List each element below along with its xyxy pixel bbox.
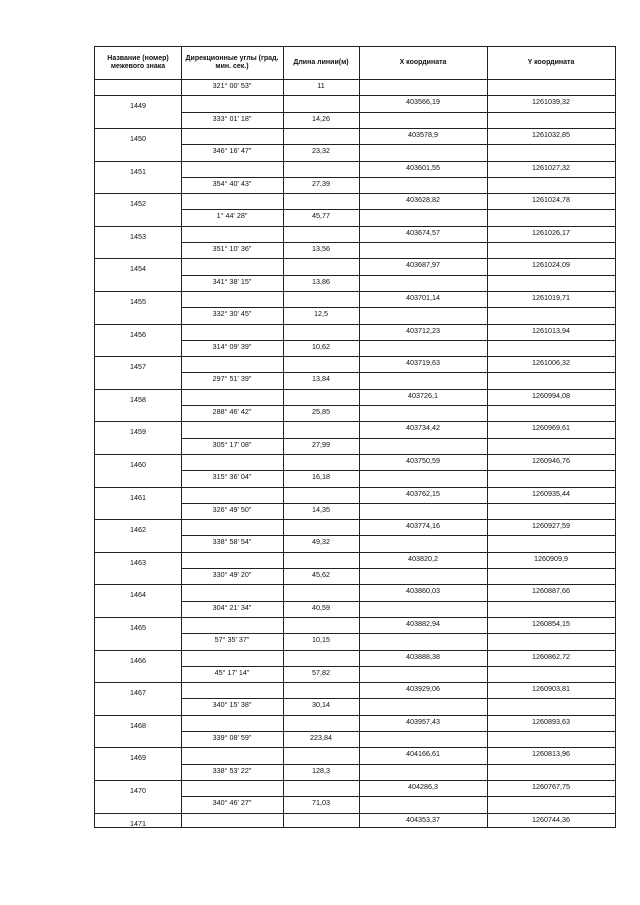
header-y: [487, 47, 615, 79]
y-coordinate-cell: 1261032,85: [532, 129, 570, 139]
table-row-divider: [95, 161, 615, 162]
table-row-divider: [359, 633, 615, 634]
point-name-cell: 1449: [130, 101, 146, 111]
table-row-divider: [359, 568, 615, 569]
x-coordinate-cell: 403687,97: [406, 260, 440, 270]
x-coordinate-cell: 403719,63: [406, 358, 440, 368]
length-cell: 14,35: [312, 504, 330, 514]
angle-cell: 332° 30' 45": [212, 309, 252, 319]
table-row-divider: [359, 177, 615, 178]
length-cell: 27,99: [312, 439, 330, 449]
y-coordinate-cell: 1261024,78: [532, 195, 570, 205]
angle-cell: 333° 01' 18": [212, 113, 252, 123]
x-coordinate-cell: 403762,15: [406, 488, 440, 498]
table-row-divider: [181, 535, 359, 536]
x-coordinate-cell: 403882,94: [406, 618, 440, 628]
coordinates-table: [94, 46, 616, 828]
table-row-divider: [95, 519, 615, 520]
table-row-divider: [181, 307, 359, 308]
y-coordinate-cell: 1261026,17: [532, 227, 570, 237]
table-row-divider: [95, 813, 615, 814]
table-row-divider: [359, 112, 615, 113]
point-name-cell: 1471: [130, 818, 146, 828]
table-row-divider: [181, 568, 359, 569]
y-coordinate-cell: 1260813,96: [532, 749, 570, 759]
point-name-cell: 1462: [130, 525, 146, 535]
point-name-cell: 1465: [130, 622, 146, 632]
point-name-cell: 1458: [130, 394, 146, 404]
y-coordinate-cell: 1260767,75: [532, 781, 570, 791]
length-cell: 45,77: [312, 211, 330, 221]
table-row-divider: [95, 226, 615, 227]
table-row-divider: [95, 650, 615, 651]
point-name-cell: 1456: [130, 329, 146, 339]
table-row-divider: [95, 454, 615, 455]
angle-cell: 340° 15' 38": [212, 700, 252, 710]
x-coordinate-cell: 403888,38: [406, 651, 440, 661]
angle-cell: 338° 53' 22": [212, 765, 252, 775]
length-cell: 71,03: [312, 798, 330, 808]
x-coordinate-cell: 403726,1: [408, 390, 438, 400]
x-coordinate-cell: 403929,06: [406, 684, 440, 694]
y-coordinate-cell: 1260903,81: [532, 684, 570, 694]
length-cell: 30,14: [312, 700, 330, 710]
x-coordinate-cell: 403734,42: [406, 423, 440, 433]
y-coordinate-cell: 1260887,66: [532, 586, 570, 596]
point-name-cell: 1453: [130, 231, 146, 241]
point-name-cell: 1470: [130, 785, 146, 795]
table-row-divider: [181, 340, 359, 341]
angle-cell: 326° 49' 50": [212, 504, 252, 514]
angle-cell: 45° 17' 14": [214, 667, 250, 677]
angle-cell: 288° 46' 42": [212, 407, 252, 416]
y-coordinate-cell: 1260854,15: [532, 618, 570, 628]
angle-cell: 57° 35' 37": [214, 635, 250, 645]
x-coordinate-cell: 403712,23: [406, 325, 440, 335]
table-row-divider: [181, 503, 359, 504]
x-coordinate-cell: 403774,16: [406, 521, 440, 531]
length-cell: 223,84: [310, 733, 332, 742]
length-cell: 14,26: [312, 113, 330, 123]
table-row-divider: [181, 275, 359, 276]
y-coordinate-cell: 1260994,08: [532, 390, 570, 400]
table-row-divider: [181, 601, 359, 602]
y-coordinate-cell: 1261013,94: [532, 325, 570, 335]
table-row-divider: [359, 764, 615, 765]
x-coordinate-cell: 403750,59: [406, 455, 440, 465]
point-name-cell: 1460: [130, 459, 146, 469]
y-coordinate-cell: 1260862,72: [532, 651, 570, 661]
point-name-cell: 1454: [130, 264, 146, 274]
x-coordinate-cell: 403860,03: [406, 586, 440, 596]
x-coordinate-cell: 403820,2: [408, 553, 438, 563]
angle-cell: 314° 09' 39": [212, 341, 252, 351]
table-row-divider: [181, 438, 359, 439]
table-row-divider: [95, 552, 615, 553]
header-length: [283, 47, 359, 79]
table-row-divider: [359, 535, 615, 536]
point-name-cell: 1459: [130, 427, 146, 437]
table-row-divider: [95, 389, 615, 390]
table-row-divider: [95, 682, 615, 683]
table-row-divider: [181, 731, 359, 732]
table-row-divider: [181, 242, 359, 243]
length-cell: 57,82: [312, 667, 330, 677]
table-row-divider: [181, 177, 359, 178]
length-cell: 13,56: [312, 244, 330, 253]
angle-cell: 340° 46' 27": [212, 798, 252, 808]
table-row-divider: [181, 796, 359, 797]
point-name-cell: 1464: [130, 590, 146, 600]
table-row-divider: [181, 633, 359, 634]
point-name-cell: 1457: [130, 362, 146, 372]
table-row-divider: [359, 405, 615, 406]
table-row-divider: [181, 372, 359, 373]
table-row-divider: [359, 796, 615, 797]
table-row-divider: [359, 372, 615, 373]
y-coordinate-cell: 1260909,9: [534, 553, 568, 563]
angle-cell: 339° 08' 59": [212, 733, 252, 742]
table-row-divider: [95, 487, 615, 488]
header-y-text: Y координата: [527, 59, 575, 66]
header-angle: [181, 47, 283, 79]
angle-cell: 338° 58' 54": [212, 537, 252, 547]
length-cell: 12,5: [314, 309, 328, 319]
table-row-divider: [181, 698, 359, 699]
angle-cell: 321° 00' 53": [212, 81, 252, 90]
table-row-divider: [359, 698, 615, 699]
table-row-divider: [95, 95, 615, 96]
x-coordinate-cell: 403701,14: [406, 292, 440, 302]
table-row-divider: [181, 144, 359, 145]
y-coordinate-cell: 1261024,09: [532, 260, 570, 270]
table-row-divider: [95, 291, 615, 292]
length-cell: 11: [317, 81, 325, 90]
angle-cell: 1° 44' 28": [216, 211, 248, 221]
table-row-divider: [95, 715, 615, 716]
x-coordinate-cell: 403566,19: [406, 97, 440, 107]
length-cell: 10,62: [312, 341, 330, 351]
x-coordinate-cell: 404166,61: [406, 749, 440, 759]
angle-cell: 304° 21' 34": [212, 602, 252, 612]
length-cell: 45,62: [312, 570, 330, 579]
x-coordinate-cell: 403674,57: [406, 227, 440, 237]
table-row-divider: [359, 340, 615, 341]
angle-cell: 351° 10' 36": [212, 244, 252, 253]
angle-cell: 305° 17' 08": [212, 439, 252, 449]
table-row-divider: [181, 405, 359, 406]
table-row-divider: [359, 307, 615, 308]
angle-cell: 341° 38' 15": [212, 276, 252, 286]
header-x-text: X координата: [399, 59, 447, 66]
header-name: [95, 47, 181, 79]
table-row-divider: [95, 617, 615, 618]
table-row-divider: [359, 242, 615, 243]
header-row-divider: [95, 79, 615, 80]
table-row-divider: [359, 275, 615, 276]
x-coordinate-cell: 404286,3: [408, 781, 438, 791]
header-x: [359, 47, 487, 79]
length-cell: 27,39: [312, 178, 330, 188]
table-row-divider: [95, 421, 615, 422]
table-row-divider: [181, 764, 359, 765]
y-coordinate-cell: 1260946,76: [532, 455, 570, 465]
table-row-divider: [181, 209, 359, 210]
table-row-divider: [95, 258, 615, 259]
table-row-divider: [359, 470, 615, 471]
y-coordinate-cell: 1261039,32: [532, 97, 570, 107]
table-row-divider: [359, 731, 615, 732]
x-coordinate-cell: 404353,37: [406, 814, 440, 824]
angle-cell: 330° 49' 20": [212, 570, 252, 579]
point-name-cell: 1469: [130, 753, 146, 763]
x-coordinate-cell: 403601,55: [406, 162, 440, 172]
point-name-cell: 1450: [130, 133, 146, 143]
table-row-divider: [359, 666, 615, 667]
point-name-cell: 1466: [130, 655, 146, 665]
y-coordinate-cell: 1260893,63: [532, 716, 570, 726]
y-coordinate-cell: 1261006,32: [532, 358, 570, 368]
length-cell: 25,85: [312, 407, 330, 416]
table-row-divider: [359, 503, 615, 504]
angle-cell: 346° 16' 47": [212, 146, 252, 156]
length-cell: 23,32: [312, 146, 330, 156]
length-cell: 10,15: [312, 635, 330, 645]
table-row-divider: [359, 601, 615, 602]
header-length-text: Длина линии(м): [293, 59, 349, 66]
point-name-cell: 1463: [130, 557, 146, 567]
angle-cell: 297° 51' 39": [212, 374, 252, 384]
point-name-cell: 1452: [130, 199, 146, 209]
table-row-divider: [95, 747, 615, 748]
table-row-divider: [95, 128, 615, 129]
length-cell: 40,59: [312, 602, 330, 612]
table-row-divider: [95, 324, 615, 325]
y-coordinate-cell: 1260969,61: [532, 423, 570, 433]
table-row-divider: [181, 666, 359, 667]
x-coordinate-cell: 403957,43: [406, 716, 440, 726]
y-coordinate-cell: 1260935,44: [532, 488, 570, 498]
length-cell: 128,3: [312, 765, 330, 775]
length-cell: 13,84: [312, 374, 330, 384]
point-name-cell: 1468: [130, 720, 146, 730]
table-row-divider: [359, 438, 615, 439]
x-coordinate-cell: 403578,9: [408, 129, 438, 139]
angle-cell: 315° 36' 04": [212, 472, 252, 482]
table-row-divider: [359, 144, 615, 145]
table-row-divider: [95, 780, 615, 781]
y-coordinate-cell: 1261019,71: [532, 292, 570, 302]
header-angle-text: Дирекционные углы (град. мин. сек.): [185, 55, 279, 70]
length-cell: 49,32: [312, 537, 330, 547]
y-coordinate-cell: 1260927,59: [532, 521, 570, 531]
angle-cell: 354° 40' 43": [212, 178, 252, 188]
point-name-cell: 1461: [130, 492, 146, 502]
length-cell: 16,18: [312, 472, 330, 482]
table-row-divider: [359, 209, 615, 210]
y-coordinate-cell: 1261027,32: [532, 162, 570, 172]
point-name-cell: 1467: [130, 688, 146, 698]
length-cell: 13,86: [312, 276, 330, 286]
x-coordinate-cell: 403628,82: [406, 195, 440, 205]
point-name-cell: 1455: [130, 296, 146, 306]
y-coordinate-cell: 1260744,36: [532, 814, 570, 824]
table-row-divider: [181, 112, 359, 113]
header-name-text: Название (номер) межевого знака: [107, 55, 169, 70]
point-name-cell: 1451: [130, 166, 146, 176]
table-row-divider: [95, 356, 615, 357]
table-row-divider: [95, 584, 615, 585]
table-row-divider: [181, 470, 359, 471]
table-row-divider: [95, 193, 615, 194]
